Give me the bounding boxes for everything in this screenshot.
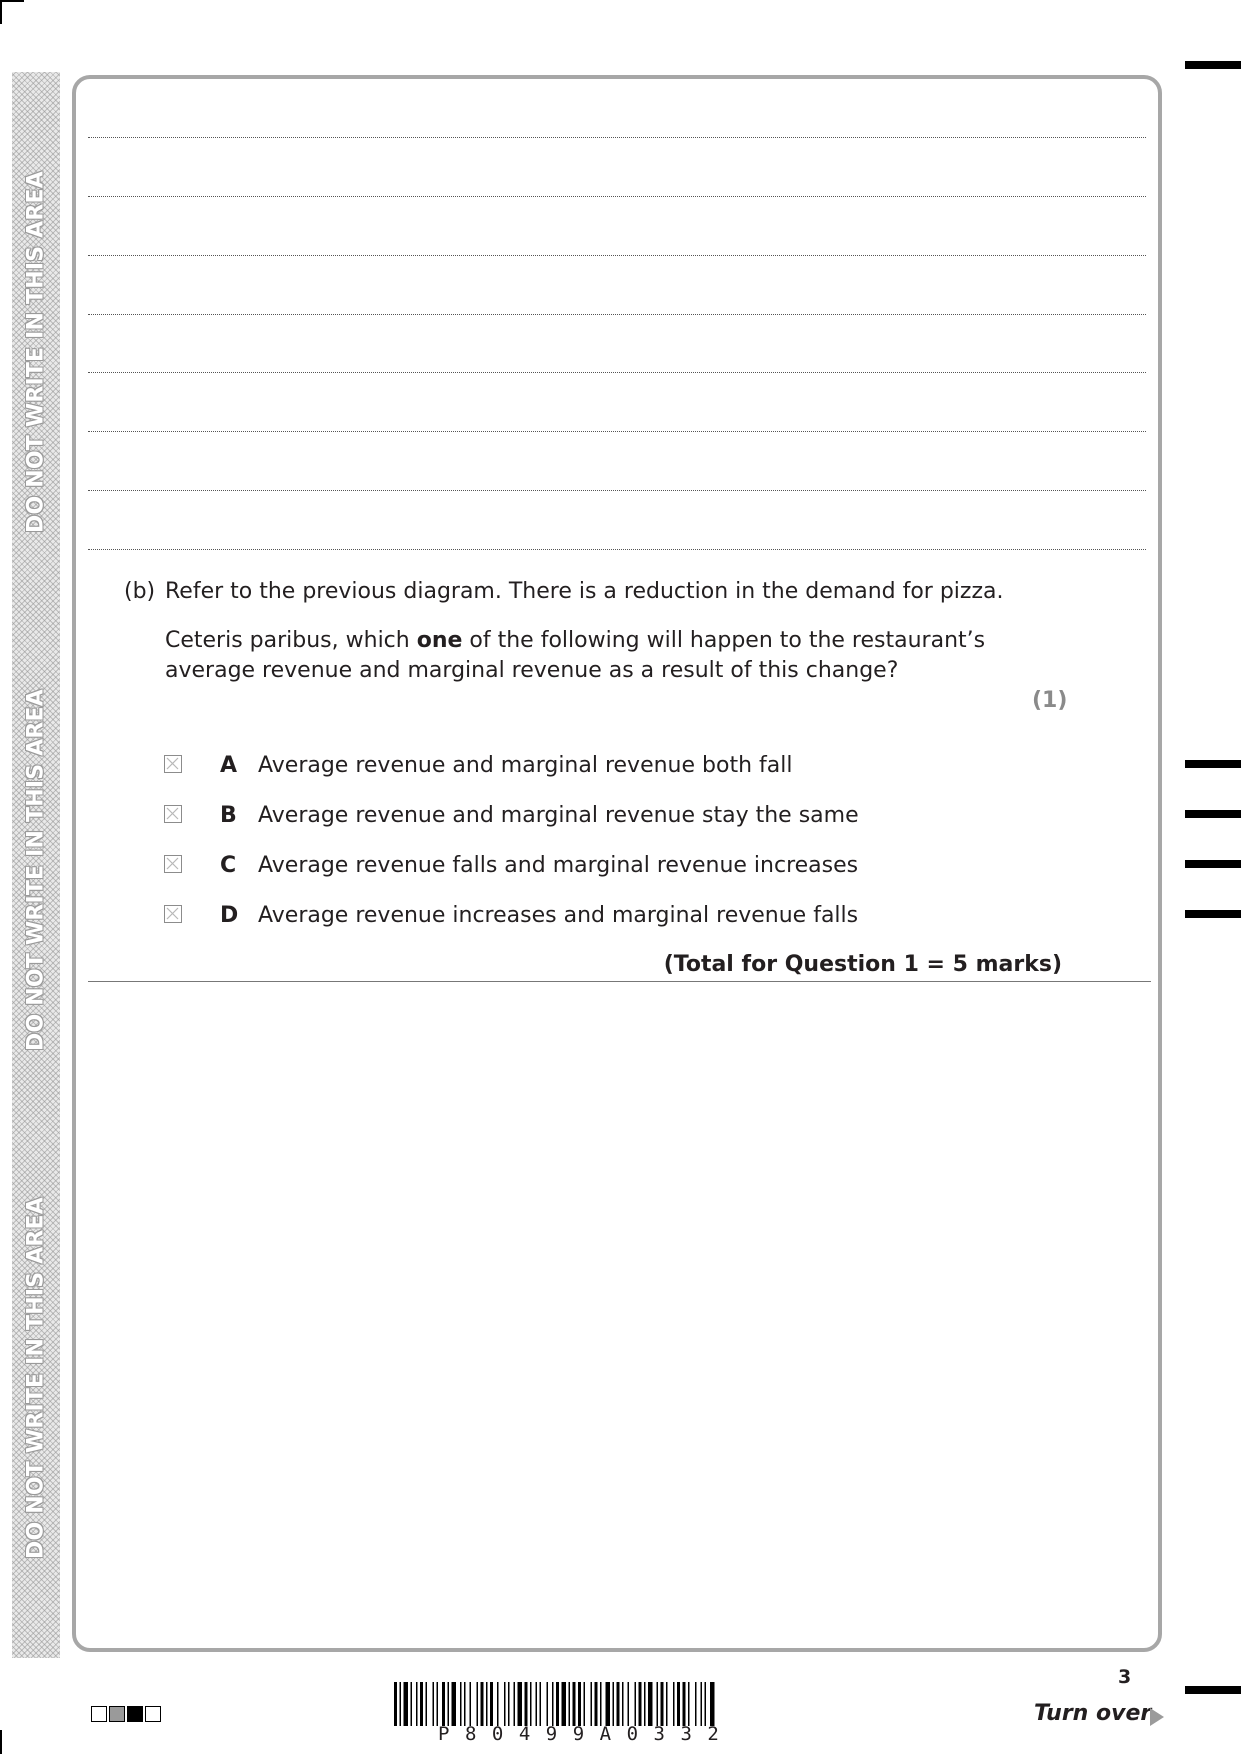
barcode-bar — [584, 1682, 586, 1726]
barcode-bar — [591, 1682, 593, 1726]
question-stem-emphasis: one — [416, 628, 463, 653]
question-stem-end: of the following will happen to the restaurant’s — [462, 628, 986, 653]
barcode-bar — [600, 1682, 602, 1726]
barcode-bar — [464, 1682, 466, 1726]
timing-mark — [1185, 810, 1241, 818]
barcode-bar — [701, 1682, 703, 1726]
barcode-bar — [433, 1682, 435, 1726]
barcode-bar — [518, 1682, 523, 1726]
barcode-bar — [578, 1682, 581, 1726]
cross-icon — [165, 856, 180, 871]
barcode-bar — [452, 1682, 457, 1726]
barcode-bar — [394, 1682, 397, 1726]
barcode-text: P80499A0332 — [438, 1723, 735, 1745]
barcode-bar — [411, 1682, 413, 1726]
barcode-bar — [648, 1682, 653, 1726]
timing-mark — [1185, 910, 1241, 918]
answer-line[interactable] — [88, 196, 1146, 197]
cross-icon — [165, 756, 180, 771]
page-square-empty — [145, 1706, 161, 1722]
barcode-bar — [595, 1682, 598, 1726]
timing-mark — [1185, 760, 1241, 768]
barcode-bar — [556, 1682, 559, 1726]
option-d-letter: D — [220, 903, 239, 928]
barcode-bar — [400, 1682, 402, 1726]
barcode-bar — [416, 1682, 418, 1726]
answer-line[interactable] — [88, 314, 1146, 315]
barcode-bar — [639, 1682, 642, 1726]
question-stem-line2: average revenue and marginal revenue as a result of this change? — [165, 658, 899, 683]
page-square-black — [127, 1706, 143, 1722]
barcode-bar — [661, 1682, 664, 1726]
barcode-bar — [448, 1682, 450, 1726]
barcode-bar — [552, 1682, 554, 1726]
crop-mark-top-left-v — [0, 0, 2, 24]
barcode-bar — [437, 1682, 439, 1726]
barcode-bar — [420, 1682, 423, 1726]
barcode-bar — [497, 1682, 499, 1726]
barcode-bar — [481, 1682, 484, 1726]
barcode-bar — [569, 1682, 571, 1726]
barcode-bar — [673, 1682, 675, 1726]
cross-icon — [165, 806, 180, 821]
barcode-bar — [426, 1682, 428, 1726]
question-total: (Total for Question 1 = 5 marks) — [663, 952, 1062, 977]
answer-line[interactable] — [88, 490, 1146, 491]
answer-line[interactable] — [88, 431, 1146, 432]
barcode-bar — [666, 1682, 668, 1726]
barcode-bar — [404, 1682, 409, 1726]
barcode-bar — [540, 1682, 542, 1726]
barcode-bar — [617, 1682, 620, 1726]
option-c-checkbox[interactable] — [164, 855, 182, 873]
barcode-bar — [490, 1682, 493, 1726]
question-end-rule — [88, 981, 1151, 982]
barcode-bar — [688, 1682, 690, 1726]
barcode-bar — [486, 1682, 488, 1726]
option-c-text: Average revenue falls and marginal revenue increases — [258, 853, 859, 878]
answer-line[interactable] — [88, 255, 1146, 256]
barcode-bar — [677, 1682, 680, 1726]
answer-line[interactable] — [88, 137, 1146, 138]
barcode-bar — [622, 1682, 624, 1726]
option-b-checkbox[interactable] — [164, 805, 182, 823]
option-a-checkbox[interactable] — [164, 755, 182, 773]
barcode-bar — [504, 1682, 506, 1726]
crop-mark-bottom-left — [0, 1730, 2, 1754]
barcode-bar — [477, 1682, 479, 1726]
barcode-bar — [606, 1682, 611, 1726]
timing-mark — [1185, 61, 1241, 69]
barcode-bar — [613, 1682, 615, 1726]
answer-line[interactable] — [88, 549, 1146, 550]
barcode-bar — [530, 1682, 532, 1726]
marks-label: (1) — [1032, 688, 1068, 713]
crop-mark-top-left-h — [0, 0, 24, 2]
question-part-number: (b) — [124, 579, 156, 604]
timing-mark — [1185, 1686, 1241, 1694]
barcode-bar — [562, 1682, 567, 1726]
barcode-bar — [695, 1682, 697, 1726]
timing-mark — [1185, 860, 1241, 868]
barcode-bar — [536, 1682, 538, 1726]
barcode-bar — [628, 1682, 630, 1726]
turn-over-arrow-icon — [1150, 1708, 1164, 1726]
barcode-bar — [460, 1682, 462, 1726]
barcode-bar — [710, 1682, 715, 1726]
option-a-text: Average revenue and marginal revenue both fall — [258, 753, 793, 778]
do-not-write-label: DO NOT WRITE IN THIS AREA — [23, 171, 49, 533]
barcode-bar — [470, 1682, 472, 1726]
do-not-write-label: DO NOT WRITE IN THIS AREA — [23, 1197, 49, 1559]
do-not-write-label: DO NOT WRITE IN THIS AREA — [23, 689, 49, 1051]
barcode-bar — [525, 1682, 528, 1726]
barcode — [394, 1682, 844, 1726]
barcode-bar — [573, 1682, 576, 1726]
option-b-text: Average revenue and marginal revenue stay the same — [258, 803, 859, 828]
page-square-grey — [109, 1706, 125, 1722]
barcode-bar — [547, 1682, 549, 1726]
barcode-bar — [644, 1682, 646, 1726]
cross-icon — [165, 906, 180, 921]
page-square-empty — [91, 1706, 107, 1722]
question-stem-start: Ceteris paribus, which — [165, 628, 417, 653]
option-a-letter: A — [220, 753, 238, 778]
barcode-bar — [442, 1682, 445, 1726]
option-c-letter: C — [220, 853, 237, 878]
barcode-bar — [508, 1682, 510, 1726]
barcode-bar — [514, 1682, 516, 1726]
option-d-checkbox[interactable] — [164, 905, 182, 923]
barcode-bar — [657, 1682, 659, 1726]
turn-over-label: Turn over — [1034, 1701, 1152, 1726]
question-stem — [165, 626, 985, 686]
barcode-bar — [683, 1682, 686, 1726]
question-text: Refer to the previous diagram. There is a reduction in the demand for pizza. — [165, 579, 1004, 604]
barcode-bar — [635, 1682, 637, 1726]
barcode-bar — [705, 1682, 707, 1726]
option-b-letter: B — [220, 803, 237, 828]
answer-line[interactable] — [88, 372, 1146, 373]
page-number: 3 — [1118, 1666, 1132, 1688]
option-d-text: Average revenue increases and marginal revenue falls — [258, 903, 859, 928]
